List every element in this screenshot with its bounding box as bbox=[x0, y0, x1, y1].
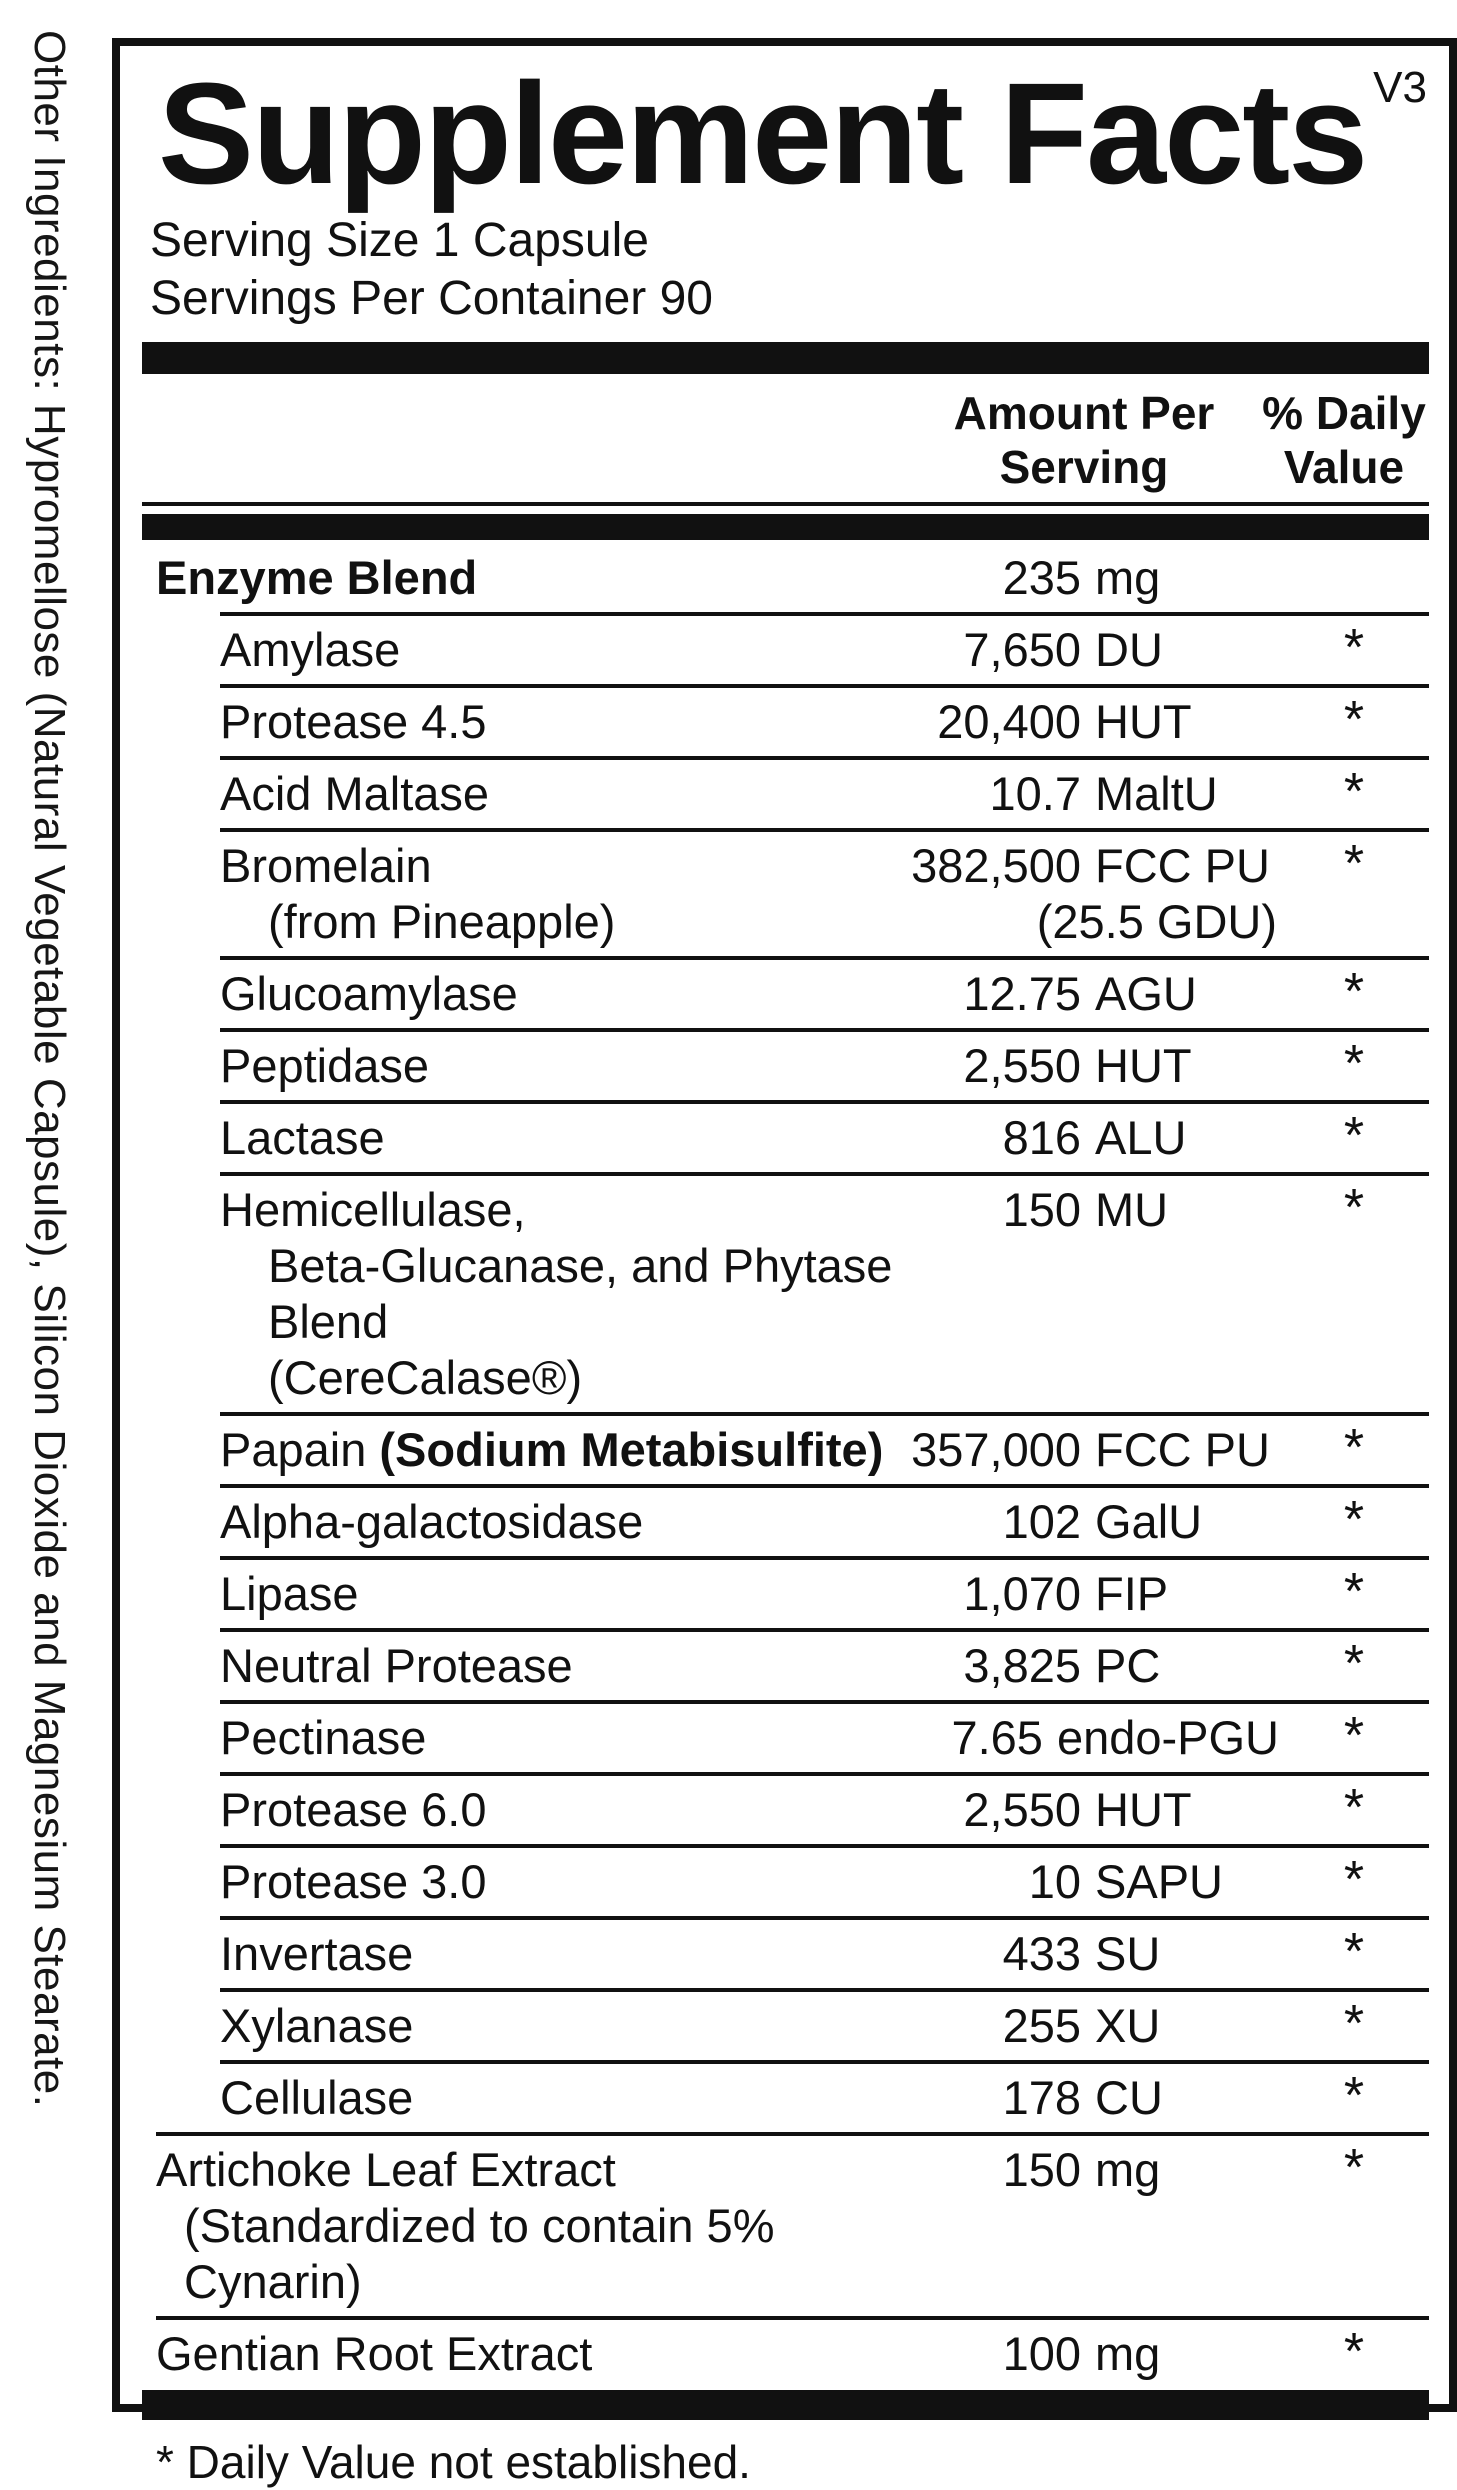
panel-title: Supplement Facts bbox=[158, 53, 1367, 214]
daily-value-header bbox=[1259, 386, 1429, 494]
amount-line bbox=[911, 1566, 1279, 1622]
amount-per-serving-header bbox=[909, 386, 1259, 494]
ingredient-amount bbox=[911, 2142, 1279, 2198]
ingredient-name: Invertase bbox=[220, 1927, 414, 1980]
ingredient-row bbox=[142, 1100, 1429, 1172]
amount-unit: mg bbox=[1095, 551, 1161, 604]
thick-rule-under-headers bbox=[142, 514, 1429, 540]
amount-number: 178 bbox=[1002, 2071, 1081, 2124]
daily-value-cell: * bbox=[1343, 963, 1365, 1021]
daily-value-cell: * bbox=[1343, 1419, 1365, 1477]
amount-unit: endo-PGU bbox=[1056, 1711, 1279, 1764]
servings-per-container: Servings Per Container 90 bbox=[150, 272, 713, 325]
amount-unit: FCC PU bbox=[1095, 1423, 1270, 1476]
amount-unit: FCC PU bbox=[1095, 839, 1270, 892]
amount-number: 357,000 bbox=[911, 1423, 1081, 1476]
amount-number: 7,650 bbox=[963, 623, 1081, 676]
amount-unit: CU bbox=[1095, 2071, 1163, 2124]
ingredient-name-bold-part: (Sodium Metabisulfite) bbox=[379, 1423, 884, 1476]
ingredient-row bbox=[142, 1628, 1429, 1700]
amount-unit: XU bbox=[1095, 1999, 1161, 2052]
ingredient-amount bbox=[911, 1494, 1279, 1550]
amount-line bbox=[911, 1182, 1279, 1238]
amount-line bbox=[911, 1998, 1279, 2054]
ingredient-name: Protease 3.0 bbox=[220, 1855, 487, 1908]
daily-value-cell: * bbox=[1343, 1491, 1365, 1549]
ingredient-row bbox=[142, 1772, 1429, 1844]
ingredient-name: Glucoamylase bbox=[220, 967, 518, 1020]
amount-line bbox=[911, 1422, 1279, 1478]
ingredient-amount bbox=[911, 1566, 1279, 1622]
ingredient-row bbox=[142, 540, 1429, 612]
amount-unit: FIP bbox=[1095, 1567, 1169, 1620]
amount-line bbox=[911, 1926, 1279, 1982]
ingredient-row bbox=[142, 1484, 1429, 1556]
amount-number: 10.7 bbox=[989, 767, 1081, 820]
amount-unit: mg bbox=[1095, 2327, 1161, 2380]
amount-unit: HUT bbox=[1095, 1039, 1192, 1092]
ingredient-name-continuation: (from Pineapple) bbox=[268, 895, 616, 948]
daily-value-cell: * bbox=[1343, 2139, 1365, 2197]
amount-line bbox=[911, 1854, 1279, 1910]
ingredient-name: Hemicellulase, Beta-Glucanase, and Phytase Blend (CereCalase®) bbox=[142, 1182, 911, 1406]
amount-unit: DU bbox=[1095, 623, 1163, 676]
daily-value-cell: * bbox=[1343, 2323, 1365, 2381]
ingredient-name: Acid Maltase bbox=[220, 767, 490, 820]
other-ingredients-side-text: Other Ingredients: Hypromellose (Natural Vegetable Capsule), Silicon Dioxide and Magnesium Stearate. bbox=[24, 30, 74, 2108]
ingredient-amount bbox=[911, 966, 1279, 1022]
ingredient-row bbox=[142, 1988, 1429, 2060]
daily-value-cell: * bbox=[1343, 1563, 1365, 1621]
daily-value-cell: * bbox=[1343, 1707, 1365, 1765]
ingredient-row bbox=[142, 2132, 1429, 2316]
amount-number: 255 bbox=[1002, 1999, 1081, 2052]
ingredient-amount bbox=[911, 2070, 1279, 2126]
column-headers bbox=[142, 374, 1429, 502]
ingredient-name: Neutral Protease bbox=[220, 1639, 573, 1692]
ingredient-amount bbox=[911, 550, 1279, 606]
amount-number: 433 bbox=[1002, 1927, 1081, 1980]
ingredient-row bbox=[142, 2060, 1429, 2132]
amount-number: 1,070 bbox=[963, 1567, 1081, 1620]
amount-number: 7.65 bbox=[951, 1711, 1043, 1764]
ingredient-amount bbox=[911, 694, 1279, 750]
amount-unit: HUT bbox=[1095, 695, 1192, 748]
amount-unit: HUT bbox=[1095, 1783, 1192, 1836]
amount-number: 3,825 bbox=[963, 1639, 1081, 1692]
serving-size: Serving Size 1 Capsule bbox=[150, 214, 649, 267]
amount-unit: AGU bbox=[1095, 967, 1197, 1020]
amount-number: 100 bbox=[1002, 2327, 1081, 2380]
amount-line bbox=[911, 550, 1279, 606]
ingredient-name: Peptidase bbox=[220, 1039, 430, 1092]
amount-unit: GalU bbox=[1095, 1495, 1203, 1548]
ingredient-name: Alpha-galactosidase bbox=[220, 1495, 644, 1548]
ingredient-name-continuation: (Standardized to contain 5% Cynarin) bbox=[184, 2199, 775, 2308]
ingredient-amount bbox=[911, 1422, 1279, 1478]
amount-line bbox=[911, 838, 1279, 894]
amount-unit: MU bbox=[1095, 1183, 1169, 1236]
amount-number: 2,550 bbox=[963, 1039, 1081, 1092]
ingredient-amount bbox=[911, 1782, 1279, 1838]
ingredient-name: Papain (Sodium Metabisulfite) bbox=[220, 1423, 884, 1476]
daily-value-cell: * bbox=[1343, 1923, 1365, 1981]
ingredient-row bbox=[142, 828, 1429, 956]
daily-value-cell: * bbox=[1343, 2067, 1365, 2125]
ingredient-amount bbox=[911, 766, 1279, 822]
ingredient-name: Enzyme Blend bbox=[156, 551, 478, 604]
daily-value-cell: * bbox=[1343, 1779, 1365, 1837]
ingredient-row bbox=[142, 956, 1429, 1028]
ingredient-amount bbox=[911, 1710, 1279, 1766]
amount-continuation: (25.5 GDU) bbox=[1036, 895, 1277, 948]
amount-unit: mg bbox=[1095, 2143, 1161, 2196]
ingredient-amount bbox=[911, 1854, 1279, 1910]
amount-line bbox=[911, 1110, 1279, 1166]
ingredient-row bbox=[142, 1916, 1429, 1988]
amount-line bbox=[911, 622, 1279, 678]
ingredient-name: Protease 4.5 bbox=[220, 695, 487, 748]
amount-number: 816 bbox=[1002, 1111, 1081, 1164]
amount-number: 102 bbox=[1002, 1495, 1081, 1548]
ingredient-name: Cellulase bbox=[220, 2071, 414, 2124]
ingredient-row bbox=[142, 1556, 1429, 1628]
amount-line bbox=[911, 1710, 1279, 1766]
ingredient-name-continuation: Beta-Glucanase, and Phytase Blend bbox=[268, 1239, 893, 1348]
amount-unit: SU bbox=[1095, 1927, 1161, 1980]
ingredient-row bbox=[142, 1844, 1429, 1916]
ingredient-amount bbox=[911, 1110, 1279, 1166]
amount-line bbox=[911, 1638, 1279, 1694]
ingredient-table bbox=[142, 540, 1429, 2388]
ingredient-name: Pectinase bbox=[220, 1711, 427, 1764]
ingredient-name: Xylanase bbox=[220, 1999, 414, 2052]
amount-line bbox=[911, 1038, 1279, 1094]
supplement-facts-panel bbox=[112, 38, 1457, 2488]
dv-header-line1: % Daily bbox=[1262, 387, 1426, 439]
amount-line bbox=[911, 1494, 1279, 1550]
ingredient-row bbox=[142, 612, 1429, 684]
ingredient-amount bbox=[911, 2326, 1279, 2382]
amount-number: 20,400 bbox=[937, 695, 1081, 748]
daily-value-cell: * bbox=[1343, 763, 1365, 821]
dv-header-line2: Value bbox=[1283, 441, 1405, 493]
ingredient-row bbox=[142, 1172, 1429, 1412]
amount-number: 10 bbox=[1028, 1855, 1081, 1908]
ingredient-row bbox=[142, 1700, 1429, 1772]
ingredient-name-continuation: (CereCalase®) bbox=[268, 1351, 583, 1404]
thick-rule-top bbox=[142, 342, 1429, 374]
ingredient-amount bbox=[911, 1182, 1279, 1238]
ingredient-amount bbox=[911, 1038, 1279, 1094]
ingredient-amount bbox=[911, 1638, 1279, 1694]
amount-unit: PC bbox=[1095, 1639, 1161, 1692]
amount-line bbox=[911, 2326, 1279, 2382]
amount-line bbox=[911, 966, 1279, 1022]
ingredient-amount bbox=[911, 1926, 1279, 1982]
ingredient-amount bbox=[911, 1998, 1279, 2054]
daily-value-footnote: * Daily Value not established. bbox=[156, 2436, 751, 2488]
amount-header-line2: Serving bbox=[999, 441, 1169, 493]
amount-number: 382,500 bbox=[911, 839, 1081, 892]
ingredient-name: Gentian Root Extract bbox=[156, 2327, 593, 2380]
ingredient-row bbox=[142, 684, 1429, 756]
ingredient-amount bbox=[911, 622, 1279, 678]
amount-line bbox=[911, 766, 1279, 822]
amount-unit: ALU bbox=[1095, 1111, 1187, 1164]
amount-line bbox=[911, 2142, 1279, 2198]
amount-line bbox=[911, 1782, 1279, 1838]
daily-value-cell: * bbox=[1343, 1035, 1365, 1093]
ingredient-name: Protease 6.0 bbox=[220, 1783, 487, 1836]
title-row bbox=[142, 53, 1429, 214]
daily-value-cell: * bbox=[1343, 1635, 1365, 1693]
thin-rule-under-headers bbox=[142, 502, 1429, 506]
daily-value-cell: * bbox=[1343, 835, 1365, 893]
amount-number: 2,550 bbox=[963, 1783, 1081, 1836]
daily-value-cell: * bbox=[1343, 1179, 1365, 1237]
amount-number: 150 bbox=[1002, 1183, 1081, 1236]
amount-header-line1: Amount Per bbox=[953, 387, 1215, 439]
ingredient-row bbox=[142, 756, 1429, 828]
amount-unit: SAPU bbox=[1095, 1855, 1223, 1908]
ingredient-name: Bromelain (from Pineapple) bbox=[142, 838, 911, 950]
daily-value-cell: * bbox=[1343, 1851, 1365, 1909]
ingredient-row bbox=[142, 1028, 1429, 1100]
ingredient-row bbox=[142, 1412, 1429, 1484]
version-tag: V3 bbox=[1373, 63, 1427, 112]
ingredient-row bbox=[142, 2316, 1429, 2388]
daily-value-cell: * bbox=[1343, 619, 1365, 677]
daily-value-cell: * bbox=[1343, 691, 1365, 749]
daily-value-cell: * bbox=[1343, 1107, 1365, 1165]
amount-line bbox=[911, 2070, 1279, 2126]
amount-number: 150 bbox=[1002, 2143, 1081, 2196]
ingredient-amount bbox=[911, 838, 1279, 950]
amount-number: 235 bbox=[1002, 551, 1081, 604]
ingredient-name: Lactase bbox=[220, 1111, 385, 1164]
thick-rule-bottom bbox=[142, 2390, 1429, 2420]
amount-line bbox=[911, 694, 1279, 750]
ingredient-name: Amylase bbox=[220, 623, 401, 676]
amount-number: 12.75 bbox=[963, 967, 1081, 1020]
amount-unit: MaltU bbox=[1095, 767, 1218, 820]
daily-value-cell: * bbox=[1343, 1995, 1365, 2053]
ingredient-name: Lipase bbox=[220, 1567, 359, 1620]
ingredient-name: Artichoke Leaf Extract (Standardized to contain 5% Cynarin) bbox=[142, 2142, 911, 2310]
